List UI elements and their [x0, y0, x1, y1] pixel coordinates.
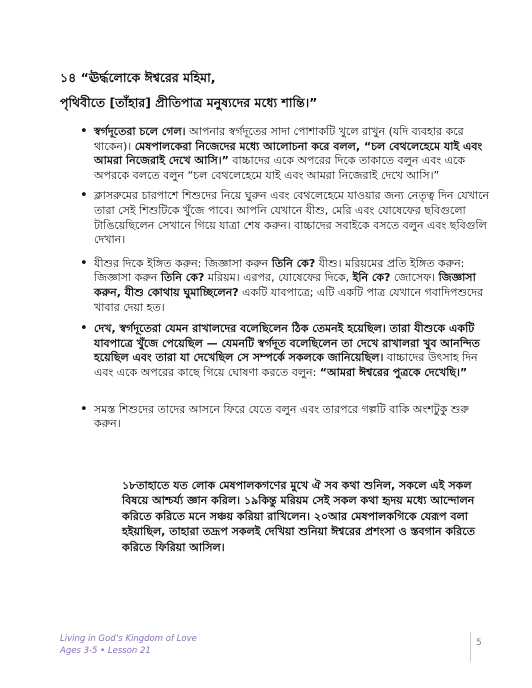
list-item-bold: দেখ, স্বর্গদূতেরা যেমন রাখালদের বলেছিলেন ঠিক তেমনই হয়েছিল। তারা যীশুকে একটি যাবপাত্রে খুঁজে পেয়েছিল — যেমনটি স্বর্গদূত বলেছিলেন তা দেখে রাখালরা খুব আনন্দিত হয়েছিল এবং তারা যা দেখেছিল সে সম্পর্কে সকলকে জানিয়েছিল। [94, 322, 480, 365]
list-item-bold: মেষপালকেরা নিজেদের মধ্যে আলোচনা করে বলল, “চল বেথলেহেমে যাই এবং আমরা নিজেরাই দেখে আসি।” [94, 139, 483, 168]
list-item [80, 403, 490, 432]
list-item-text: সমস্ত শিশুদের তাদের আসনে ফিরে যেতে বলুন এবং তারপরে গল্পটি বাকি অংশটুকু শুরু করুন। [94, 402, 469, 431]
list-item [80, 257, 490, 315]
page-number: 5 [476, 638, 482, 648]
list-item-bold: তিনি কে? [160, 271, 205, 285]
list-item-text: ক্লাসরুমের চারপাশে শিশুদের নিয়ে ঘুরুন এবং বেথলেহেমে যাওয়ার জন্য নেতৃত্ব দিন যেখানে তারা সেই শিশুটিকে খুঁজে পাবে। আপনি যেখানে যীশু, মেরি এবং যোষেফের ছবিগুলো টাঙিয়েছিলেন সেখানে গিয়ে যাত্রা শেষ করুন। বাচ্চাদের সবাইকে বসতে বলুন এবং ছবিগুলি দেখান। [94, 189, 490, 247]
list-item-text: বাচ্চাদের উৎসাহ দিন এবং একে অপরের কাছে গিয়ে ঘোষণা করতে বলুন: [94, 351, 478, 379]
footer-title: Living in God’s Kingdom of Love [60, 634, 197, 644]
footer-divider [470, 632, 471, 662]
list-item-bold: জিজ্ঞাসা করুন, যীশু কোথায় ঘুমাচ্ছিলেন? [94, 271, 476, 299]
list-item-bold: “আমরা ঈশ্বরের পুত্রকে দেখেছি।” [319, 365, 468, 379]
list-item [80, 189, 490, 247]
instruction-list [80, 125, 490, 432]
scripture-quote: ১৮তাহাতে যত লোক মেষপালকগণের মুখে ঐ সব কথা শুনিল, সকলে এই সকল বিষয়ে আশ্চর্য্য জ্ঞান করিল। ১৯কিন্তু মরিয়ম সেই সকল কথা হৃদয় মধ্যে আন্দোলন করিতে করিতে মনে সঞ্চয় করিয়া রাখিলেন। ২০আর মেষপালকগিকে যেরূপ বলা হইয়াছিল, তাহারা তদ্রূপ সকলই দেখিয়া শুনিয়া ঈশ্বরের প্রশংসা ও স্তবগান করিতে করিতে ফিরিয়া আসিল। [122, 479, 475, 554]
list-item-text: আপনার স্বর্গদূতের সাদা পোশাকটি খুলে রাখুন (যদি ব্যবহার করে থাকেন)। [94, 125, 464, 153]
footer-subtitle: Ages 3-5 • Lesson 21 [60, 646, 151, 656]
list-item-text: বাচ্চাদের একে অপরের দিকে তাকাতে বলুন এবং একে অপরকে বলতে বলুন “চল বেথলেহেমে যাই এবং আমরা নিজেরাই দেখে আসি।” [94, 154, 466, 182]
list-item-text: যীশুর দিকে ইঙ্গিত করুন: জিজ্ঞাসা করুন [94, 256, 272, 270]
list-item-text: একটি যাবপাত্রে; এটি একটি পাত্র যেখানে গবাদিপশুদের খাবার দেয়া হত। [94, 285, 484, 314]
list-item [80, 322, 490, 380]
verse-heading-line2: পৃথিবীতে [তাঁহার] প্রীতিপাত্র মনুষ্যদের মধ্যে শান্তি।” [60, 95, 318, 110]
list-item-bold: তিনি কে? [271, 256, 316, 270]
verse-heading-line1: ১৪ “ঊর্দ্ধলোকে ঈশ্বরের মহিমা, [60, 70, 216, 85]
list-item-text: জোসেফ। [390, 271, 439, 285]
list-item-bold: ইনি কে? [352, 271, 391, 285]
list-item-text: মরিয়ম। এরপর, যোষেফের দিকে, [204, 271, 353, 285]
list-item [80, 125, 490, 183]
list-item-bold: স্বর্গদূতেরা চলে গেল। [94, 125, 186, 138]
list-item-text: যীশু। মরিয়মের প্রতি ইঙ্গিত করুন: জিজ্ঞাসা করুন [94, 256, 465, 285]
